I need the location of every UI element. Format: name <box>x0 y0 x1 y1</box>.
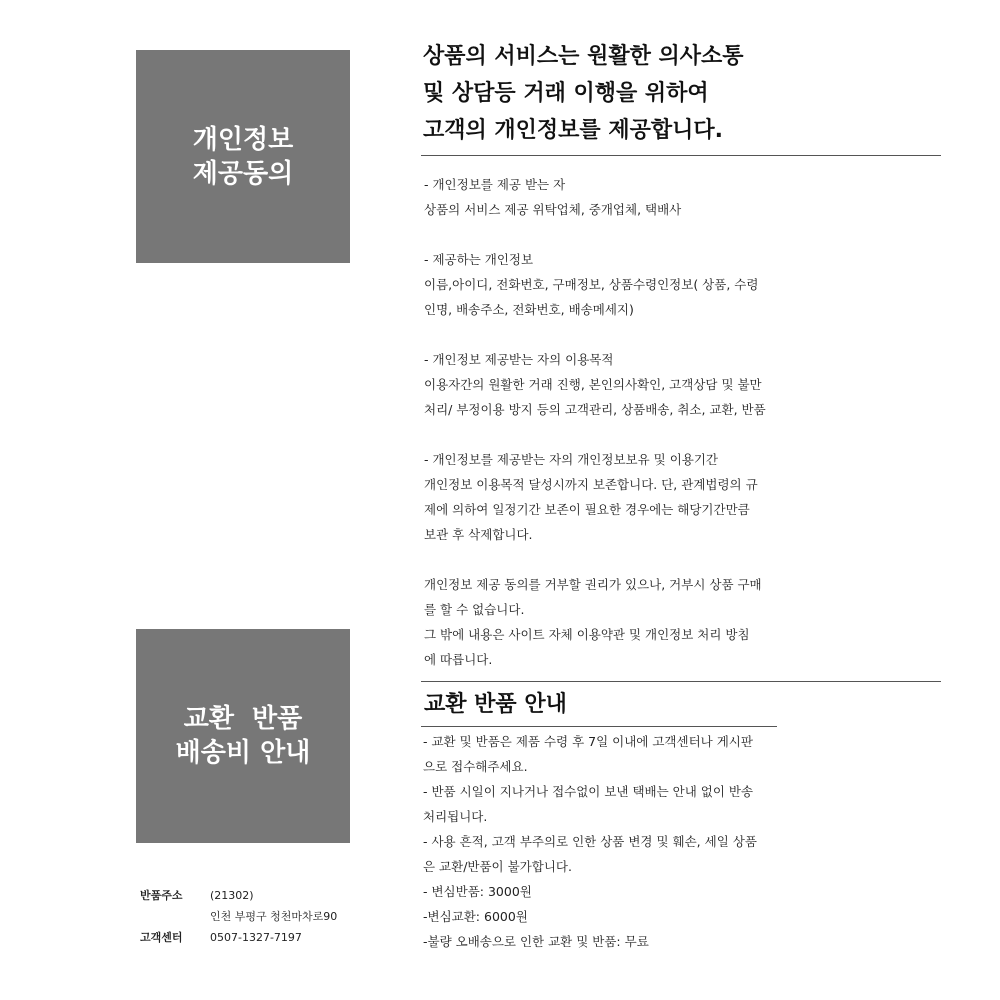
headline <box>423 38 744 149</box>
return-line: 은 교환/반품이 불가합니다. <box>423 859 572 874</box>
return-guide-title: 교환 반품 안내 <box>424 692 567 717</box>
return-line: - 교환 및 반품은 제품 수령 후 7일 이내에 고객센터나 게시판 <box>423 734 753 749</box>
consent-line <box>424 547 784 572</box>
headline-line-3: 고객의 개인정보를 제공합니다. <box>423 118 723 143</box>
consent-line: 개인정보 이용목적 달성시까지 보존합니다. 단, 관계법령의 규 <box>424 477 758 492</box>
return-line: 으로 접수해주세요. <box>423 759 528 774</box>
return-title-box <box>136 629 350 843</box>
contact-info <box>140 885 337 948</box>
consent-title-box <box>136 50 350 263</box>
consent-line: 인명, 배송주소, 전화번호, 배송메세지) <box>424 302 634 317</box>
consent-line: 보관 후 삭제합니다. <box>424 527 533 542</box>
return-line: -불량 오배송으로 인한 교환 및 반품: 무료 <box>423 934 649 949</box>
phone-number: 0507-1327-7197 <box>210 931 302 944</box>
return-address-label: 반품주소 <box>140 889 183 902</box>
consent-line: - 제공하는 개인정보 <box>424 252 534 267</box>
return-line: -변심교환: 6000원 <box>423 909 528 924</box>
consent-title-line-2: 제공동의 <box>192 158 294 189</box>
consent-line: 처리/ 부정이용 방지 등의 고객관리, 상품배송, 취소, 교환, 반품 <box>424 402 766 417</box>
consent-line: - 개인정보를 제공받는 자의 개인정보보유 및 이용기간 <box>424 452 719 467</box>
service-center-label: 고객센터 <box>140 931 183 944</box>
return-line: 처리됩니다. <box>423 809 488 824</box>
return-line: - 사용 흔적, 고객 부주의로 인한 상품 변경 및 훼손, 세일 상품 <box>423 834 757 849</box>
return-line: - 변심반품: 3000원 <box>423 884 532 899</box>
headline-line-1: 상품의 서비스는 원활한 의사소통 <box>423 44 744 69</box>
divider <box>421 726 777 727</box>
consent-line <box>424 422 784 447</box>
consent-line: 그 밖에 내용은 사이트 자체 이용약관 및 개인정보 처리 방침 <box>424 627 750 642</box>
consent-body <box>424 172 784 672</box>
return-line: - 반품 시일이 지나거나 접수없이 보낸 택배는 안내 없이 반송 <box>423 784 754 799</box>
consent-line: - 개인정보 제공받는 자의 이용목적 <box>424 352 614 367</box>
consent-title-line-1: 개인정보 <box>192 124 294 155</box>
consent-line: 이름,아이디, 전화번호, 구매정보, 상품수령인정보( 상품, 수령 <box>424 277 759 292</box>
consent-line <box>424 222 784 247</box>
consent-line: 에 따릅니다. <box>424 652 493 667</box>
postcode: (21302) <box>210 889 254 902</box>
consent-line: 이용자간의 원활한 거래 진행, 본인의사확인, 고객상담 및 불만 <box>424 377 762 392</box>
consent-line: 개인정보 제공 동의를 거부할 권리가 있으나, 거부시 상품 구매 <box>424 577 762 592</box>
return-guide-body <box>423 729 783 954</box>
consent-line: 제에 의하여 일정기간 보존이 필요한 경우에는 해당기간만큼 <box>424 502 750 517</box>
return-box-line-1: 교환 반품 <box>183 704 303 734</box>
consent-line: - 개인정보를 제공 받는 자 <box>424 177 566 192</box>
consent-line: 를 할 수 없습니다. <box>424 602 525 617</box>
consent-line <box>424 322 784 347</box>
return-address: 인천 부평구 청천마차로90 <box>210 910 338 923</box>
headline-line-2: 및 상담등 거래 이행을 위하여 <box>423 81 709 106</box>
divider <box>421 681 941 682</box>
return-box-line-2: 배송비 안내 <box>175 738 311 768</box>
divider <box>421 155 941 156</box>
consent-line: 상품의 서비스 제공 위탁업체, 중개업체, 택배사 <box>424 202 682 217</box>
